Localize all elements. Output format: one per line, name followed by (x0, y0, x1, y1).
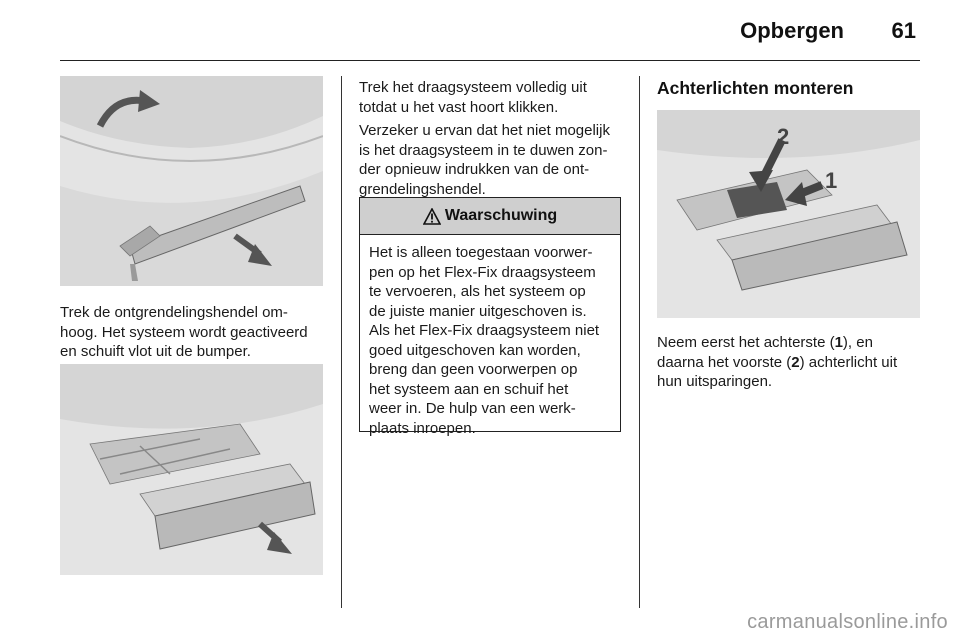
col3-text-1: Neem eerst het achterste ( (657, 334, 835, 351)
warning-title: Waarschuwing (444, 207, 558, 224)
page-title: Opbergen (740, 18, 844, 43)
col2-paragraph-2: Verzeker u ervan dat het niet mogelijk is het draagsysteem in te duwen zon- der opnieuw indrukken van de ont- grendelingshendel. (359, 122, 610, 198)
page-header (60, 0, 920, 61)
illustration-pull-out-carrier (60, 364, 323, 575)
watermark: carmanualsonline.info (747, 611, 948, 633)
col3-ref-2: 2 (791, 353, 800, 371)
illustration-tail-lights (657, 110, 920, 318)
warning-box (359, 197, 621, 437)
col1-paragraph: Trek de ontgrendelingshendel om- hoog. Het systeem wordt geactiveerd en schuift vlot uit de bumper. (60, 304, 308, 360)
col3-paragraph (657, 333, 927, 392)
column-divider-left (341, 76, 342, 608)
warning-triangle-icon (423, 208, 441, 225)
illustration-release-lever (60, 76, 323, 286)
col3-text-2: ), en daarna het voorste ( (657, 334, 873, 371)
column-divider-right (639, 76, 640, 608)
callout-2: 2 (777, 124, 790, 149)
col3-ref-1: 1 (834, 334, 843, 351)
warning-body: Het is alleen toegestaan voorwer- pen op het Flex-Fix draagsysteem te vervoeren, als het systeem op de juiste manier uitgeschoven is. Als het Flex-Fix draagsysteem niet goed uitgeschoven kan worden, breng dan geen voorwerpen op het systeem aan en schuif het weer in. De hulp van een werk- plaats inroepen. (369, 244, 600, 437)
col3-text-3: ) achterlicht uit hun uitsparingen. (657, 353, 898, 390)
section-heading: Achterlichten monteren (657, 78, 854, 98)
page-number: 61 (891, 18, 916, 43)
col2-paragraph-1: Trek het draagsysteem volledig uit totdat u het vast hoort klikken. (359, 79, 587, 116)
warning-header (360, 198, 620, 235)
callout-1: 1 (825, 168, 838, 193)
